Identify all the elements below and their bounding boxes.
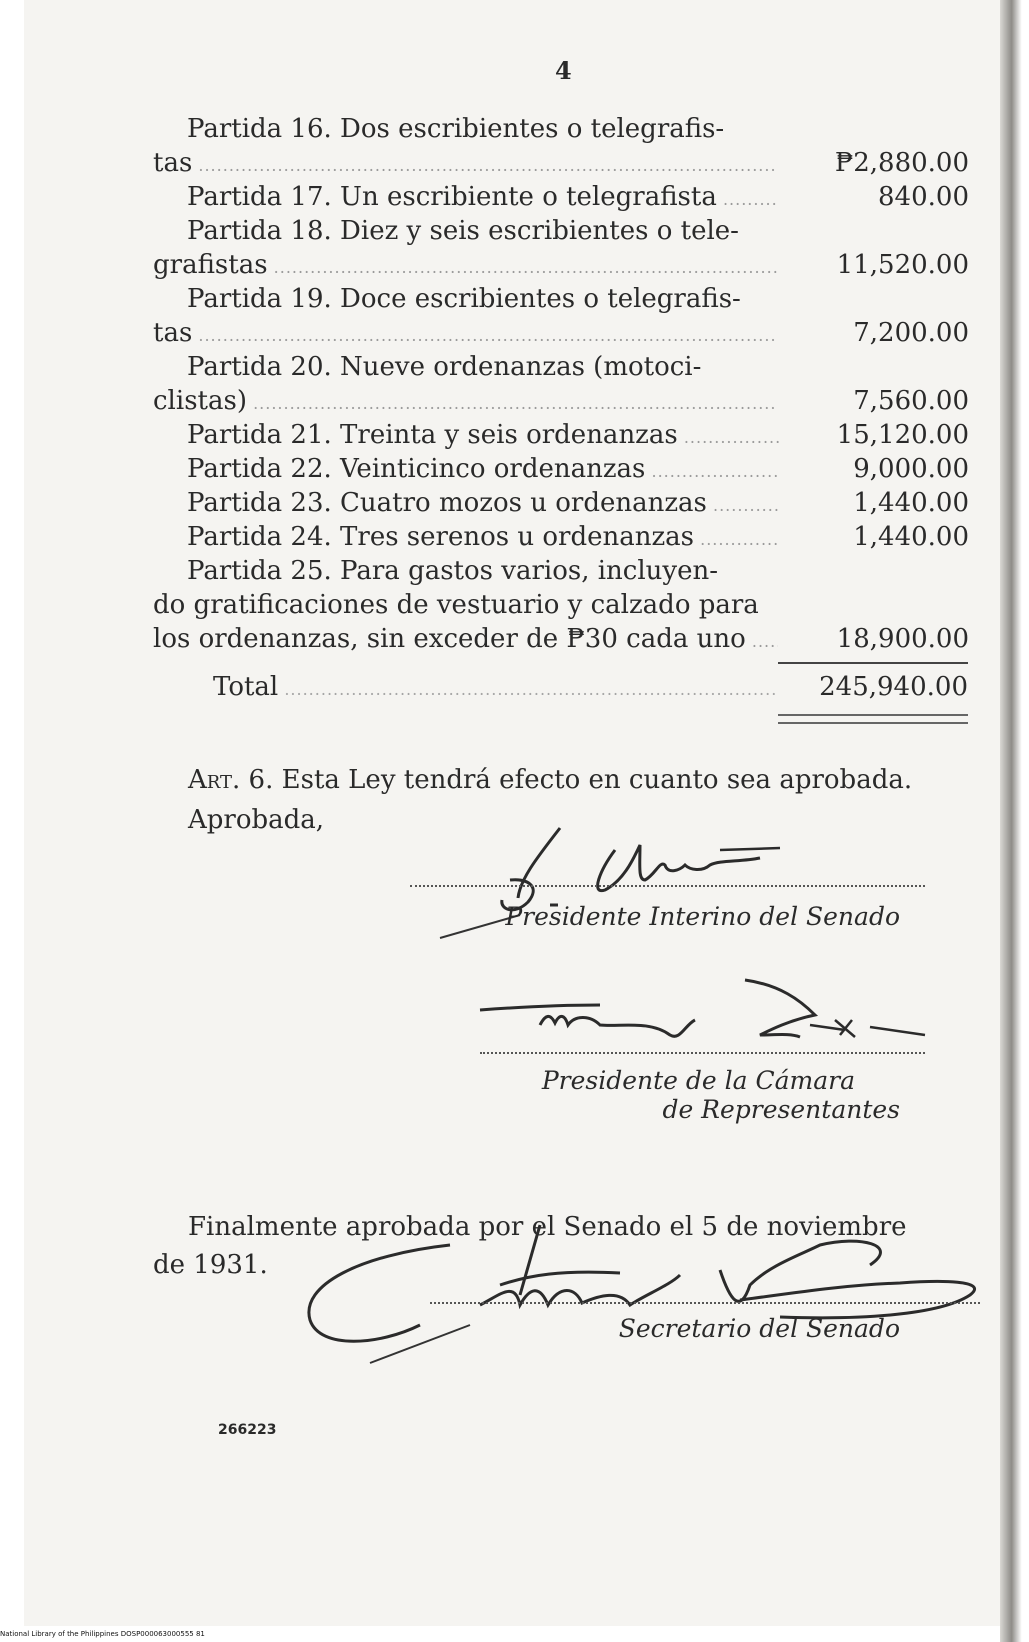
ledger-line	[153, 554, 969, 588]
ledger-line	[153, 418, 969, 452]
total-label: Total .....	[213, 670, 778, 707]
ledger-entry	[153, 418, 969, 452]
ledger-amount: 9,000.00	[853, 454, 969, 484]
ledger-entry	[153, 554, 969, 656]
page-edge-shadow	[1000, 0, 1029, 1642]
ledger-line-text: Partida 20. Nueve ordenanzas (motoci-	[187, 352, 702, 382]
scan-credit: National Library of the Philippines DOSP000063000555 81	[0, 1630, 205, 1638]
ledger-line-text: Partida 25. Para gastos varios, incluyen-	[187, 556, 719, 586]
ledger-line	[153, 180, 969, 214]
ledger-line	[153, 384, 969, 418]
ledger-line-text: Partida 18. Diez y seis escribientes o tele-	[187, 216, 739, 246]
ledger-line-text: clistas) .....	[153, 384, 778, 421]
ledger-amount: 7,200.00	[853, 318, 969, 348]
ledger-line	[153, 486, 969, 520]
ledger-line-text: Partida 17. Un escribiente o telegrafista .....	[187, 180, 779, 217]
ledger-line	[153, 146, 969, 180]
ledger-line	[153, 316, 969, 350]
ledger-entry	[153, 112, 969, 180]
ledger-line-text: Partida 16. Dos escribientes o telegrafis-	[187, 114, 725, 144]
approved-label: Aprobada,	[188, 805, 325, 835]
signature-senate-secretary	[300, 1225, 1000, 1365]
ledger-entry	[153, 180, 969, 214]
ledger-entry	[153, 282, 969, 350]
ledger-line	[153, 452, 969, 486]
ledger-line-text: Partida 21. Treinta y seis ordenanzas .....	[187, 418, 779, 455]
article-6	[188, 765, 912, 795]
ledger-amount: 18,900.00	[836, 624, 969, 654]
ledger-line-text: Partida 19. Doce escribientes o telegrafis-	[187, 284, 741, 314]
ledger-entry	[153, 520, 969, 554]
ledger-line-text: Partida 23. Cuatro mozos u ordenanzas .....	[187, 486, 779, 523]
ledger-line-text: Partida 22. Veinticinco ordenanzas .....	[187, 452, 779, 489]
ledger-line	[153, 588, 969, 622]
ledger-line	[153, 282, 969, 316]
total-double-rule	[778, 714, 968, 724]
final-approval-line-1: Finalmente aprobada por el Senado el 5 de noviembre	[188, 1212, 907, 1242]
ledger-line	[153, 214, 969, 248]
total-amount: 245,940.00	[819, 672, 968, 702]
ledger-line-text: Partida 24. Tres serenos u ordenanzas .....	[187, 520, 779, 557]
ledger-amount: 11,520.00	[836, 250, 969, 280]
page-number: 4	[555, 56, 572, 85]
ledger-line-text: do gratificaciones de vestuario y calzado para	[153, 590, 759, 620]
ledger-amount: 1,440.00	[853, 522, 969, 552]
total-rule	[778, 662, 968, 664]
ledger-entry	[153, 452, 969, 486]
ledger-entry	[153, 214, 969, 282]
article-text: Esta Ley tendrá efecto en cuanto sea aprobada.	[281, 765, 913, 795]
ledger-entry	[153, 350, 969, 418]
document-code: 266223	[218, 1422, 277, 1438]
senate-president-title: Presidente Interino del Senado	[505, 902, 900, 931]
house-speaker-title: Presidente de la Cámara de Representantes	[541, 1066, 900, 1124]
senate-secretary-title: Secretario del Senado	[618, 1314, 900, 1343]
ledger-amount: 840.00	[878, 182, 969, 212]
ledger-line	[153, 248, 969, 282]
ledger-entry	[153, 486, 969, 520]
ledger-line	[153, 112, 969, 146]
ledger-line	[153, 350, 969, 384]
ledger-line	[153, 622, 969, 656]
ledger-line-text: tas .....	[153, 316, 778, 353]
article-label: Art. 6.	[188, 765, 274, 795]
signature-line-1	[410, 885, 925, 889]
ledger-amount: 7,560.00	[853, 386, 969, 416]
appropriations-ledger	[153, 112, 969, 730]
total-line	[213, 670, 968, 704]
signature-line-2	[480, 1052, 925, 1056]
signature-line-3	[430, 1302, 980, 1306]
ledger-line	[153, 520, 969, 554]
ledger-line-text: tas .....	[153, 146, 778, 183]
ledger-amount: 1,440.00	[853, 488, 969, 518]
final-approval-line-2: de 1931.	[153, 1250, 268, 1280]
ledger-line-text: grafistas .....	[153, 248, 778, 285]
ledger-amount: ₱2,880.00	[834, 148, 969, 178]
ledger-amount: 15,120.00	[836, 420, 969, 450]
ledger-line-text: los ordenanzas, sin exceder de ₱30 cada uno .....	[153, 622, 778, 659]
